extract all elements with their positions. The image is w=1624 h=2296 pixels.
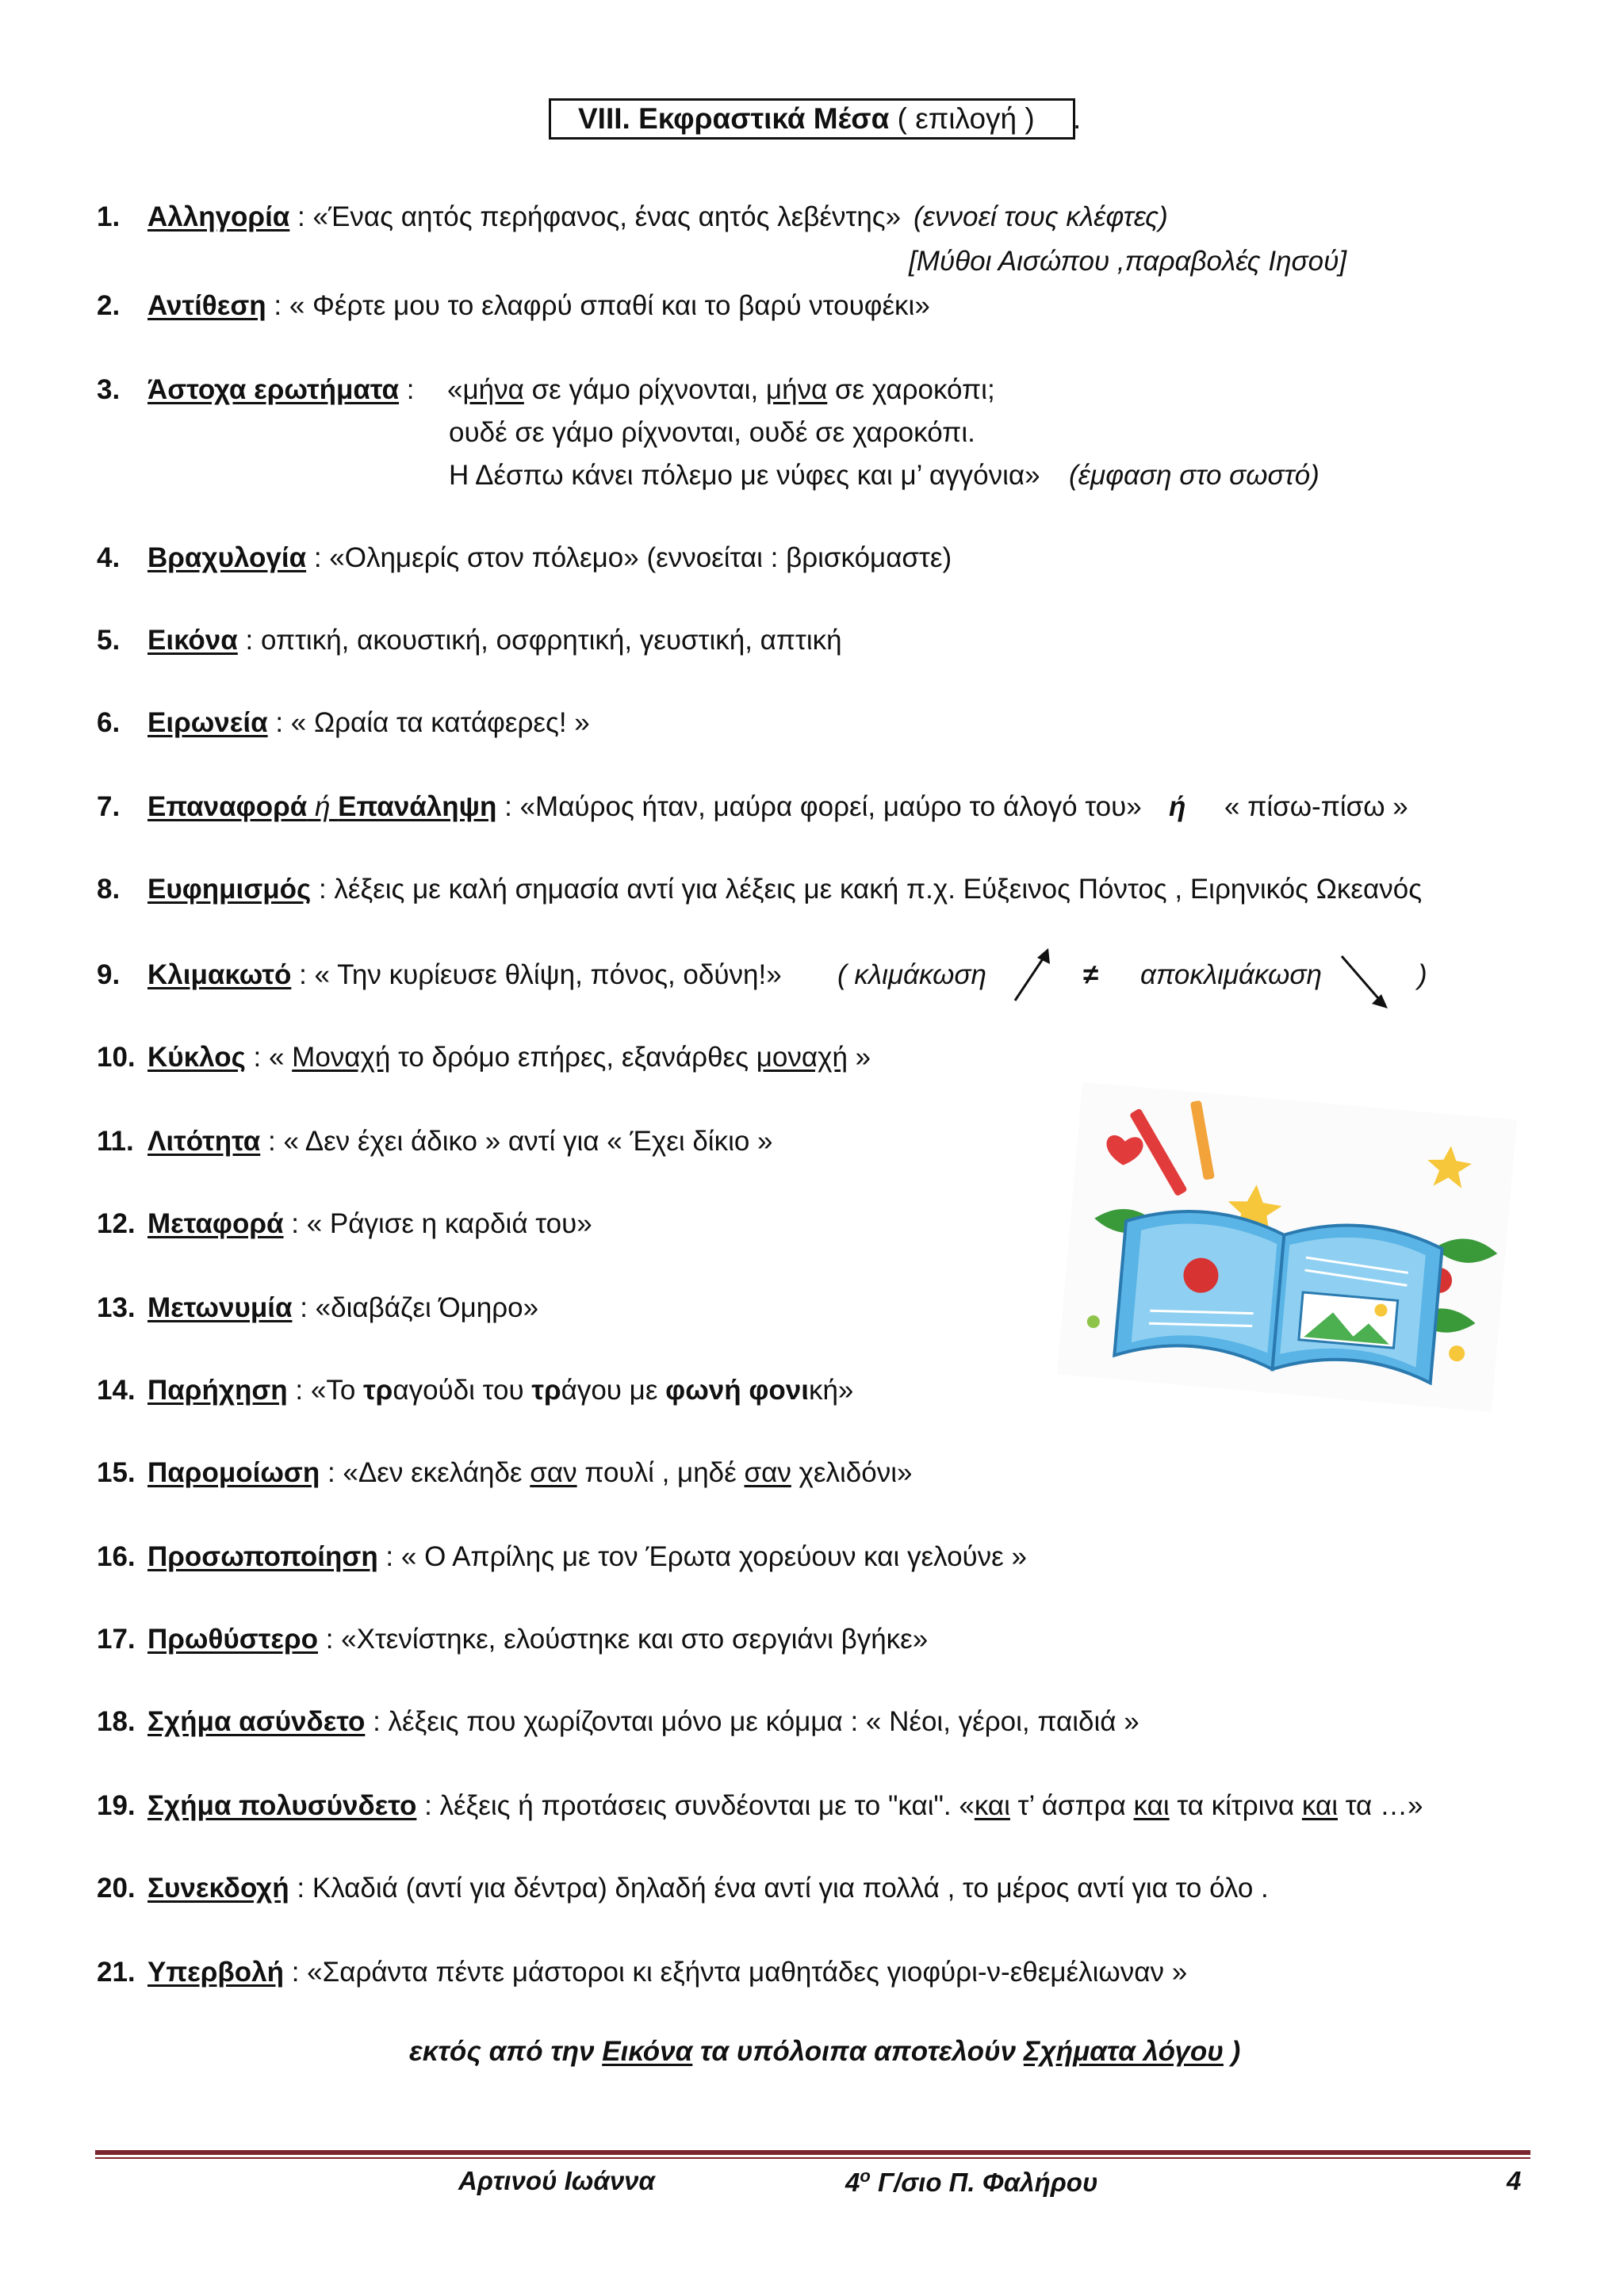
underlined-word: Μοναχή (292, 1042, 391, 1073)
school-name: Γ/σιο Π. Φαλήρου (870, 2168, 1098, 2197)
item-number: 2. (97, 290, 121, 321)
item-term: Πρωθύστερο (147, 1624, 318, 1655)
item-3-line1 (447, 373, 995, 408)
item-number: 20. (97, 1873, 136, 1904)
item-text: : οπτική, ακουστική, οσφρητική, γευστική, απτική (237, 625, 842, 656)
school-superscript: ο (860, 2166, 871, 2186)
item-1-note2: [Μύθοι Αισώπου ,παραβολές Ιησού] (909, 246, 1347, 277)
item-text: : « Ο Απρίλης με τον Έρωτα χορεύουν και γελούνε » (377, 1541, 1027, 1572)
item-number: 21. (97, 1957, 136, 1988)
list-item-14 (97, 1373, 853, 1408)
item-9-neq: ≠ (1083, 959, 1099, 990)
item-9-note-c: ) (1418, 959, 1427, 990)
item-number: 11. (97, 1126, 134, 1157)
item-9-note-a: ( κλιμάκωση (837, 959, 986, 990)
item-term: Λιτότητα (147, 1126, 261, 1157)
footer-rule-thick (95, 2150, 1530, 2155)
footer-author: Αρτινού Ιωάννα (458, 2166, 655, 2195)
list-item-13 (97, 1291, 538, 1326)
bold-fragment: τρ (363, 1375, 393, 1406)
item-text: : «Σαράντα πέντε μάστοροι κι εξήντα μαθητάδες γιοφύρι-ν-εθεμέλιωναν » (284, 1957, 1188, 1988)
item-3-line2: ουδέ σε γάμο ρίχνονται, ουδέ σε χαροκόπι. (449, 417, 975, 448)
item-7-text2: « πίσω-πίσω » (1224, 791, 1408, 822)
section-title (549, 98, 1082, 140)
item-number: 7. (97, 791, 121, 822)
list-item-8 (97, 872, 1422, 907)
open-book-illustration (1057, 1082, 1517, 1413)
text-fragment: ) (1223, 2036, 1241, 2067)
list-item-5 (97, 623, 842, 658)
item-term: Κύκλος (147, 1042, 246, 1073)
item-number: 15. (97, 1457, 136, 1488)
item-number: 16. (97, 1541, 136, 1572)
item-term: Αντίθεση (147, 290, 266, 321)
item-text: : λέξεις με καλή σημασία αντί για λέξεις με κακή π.χ. Εύξεινος Πόντος , Ειρηνικός Ωκεανός (311, 874, 1423, 905)
text-fragment: « (447, 374, 463, 405)
list-item-2 (97, 289, 930, 323)
list-item-3 (97, 373, 415, 408)
closing-note (409, 2034, 1240, 2069)
underlined-word: Εικόνα (602, 2036, 693, 2067)
item-term: Συνεκδοχή (147, 1873, 289, 1904)
text-fragment: άγου με (561, 1375, 666, 1406)
text-fragment: σε γάμο ρίχνονται, (523, 374, 766, 405)
item-term: Ειρωνεία (147, 707, 268, 738)
item-term: Μετωνυμία (147, 1292, 293, 1323)
underlined-word: μοναχή (756, 1042, 848, 1073)
item-number: 19. (97, 1790, 136, 1821)
item-number: 9. (97, 959, 121, 990)
list-item-21 (97, 1955, 1187, 1990)
item-number: 3. (97, 374, 121, 405)
list-item-19 (97, 1789, 1423, 1823)
item-term: Βραχυλογία (147, 542, 307, 573)
item-text: : «Ολημερίς στον πόλεμο» (εννοείται : βρισκόμαστε) (306, 542, 952, 573)
text-fragment: : «Δεν εκελάηδε (320, 1457, 530, 1488)
item-number: 18. (97, 1706, 136, 1737)
item-number: 13. (97, 1292, 136, 1323)
list-item-1 (97, 200, 901, 235)
text-fragment: τα κίτρινα (1169, 1790, 1302, 1821)
text-fragment: κή» (808, 1375, 854, 1406)
text-fragment: τα υπόλοιπα αποτελούν (692, 2036, 1024, 2067)
text-fragment: εκτός από την (409, 2036, 603, 2067)
text-fragment: σε χαροκόπι; (827, 374, 995, 405)
item-number: 6. (97, 707, 121, 738)
item-term: Σχήμα ασύνδετο (147, 1706, 366, 1737)
text-fragment: χελιδόνι» (791, 1457, 913, 1488)
school-number: 4 (845, 2168, 860, 2197)
item-number: 14. (97, 1375, 136, 1406)
list-item-10 (97, 1040, 871, 1075)
footer-school (845, 2166, 1097, 2198)
item-term: Παρομοίωση (147, 1457, 320, 1488)
text-fragment: : «Το (287, 1375, 364, 1406)
footer-rule-thin (95, 2157, 1530, 2159)
list-item-20 (97, 1871, 1269, 1906)
item-term: Μεταφορά (147, 1208, 284, 1239)
item-3-note: (έμφαση στο σωστό) (1069, 460, 1320, 491)
section-title-dot: . (1073, 102, 1082, 135)
list-item-11 (97, 1124, 773, 1159)
item-term: Εικόνα (147, 625, 238, 656)
text-fragment: τα …» (1338, 1790, 1423, 1821)
item-term: Προσωποποίηση (147, 1541, 378, 1572)
list-item-12 (97, 1207, 592, 1242)
item-text: : (399, 374, 415, 405)
underlined-word: μήνα (462, 374, 524, 405)
item-term: Αλληγορία (147, 201, 290, 232)
item-term: Ευφημισμός (147, 874, 312, 905)
list-item-6 (97, 706, 590, 740)
item-number: 1. (97, 201, 121, 232)
item-term: Υπερβολή (147, 1957, 284, 1988)
item-7-or: ή (1169, 791, 1186, 822)
list-item-18 (97, 1705, 1139, 1739)
text-fragment: αγούδι του (393, 1375, 532, 1406)
item-text: : λέξεις που χωρίζονται μόνο με κόμμα : « Νέοι, γέροι, παιδιά » (365, 1706, 1139, 1737)
text-fragment: : λέξεις ή προτάσεις συνδέονται με το "και". « (416, 1790, 975, 1821)
item-1-note: (εννοεί τους κλέφτες) (914, 201, 1168, 232)
list-item-16 (97, 1540, 1027, 1575)
text-fragment: πουλί , μηδέ (576, 1457, 745, 1488)
text-fragment: το δρόμο επήρες, εξανάρθες (390, 1042, 756, 1073)
list-item-7 (97, 790, 1142, 825)
item-number: 8. (97, 874, 121, 905)
list-item-4 (97, 541, 952, 576)
list-item-15 (97, 1456, 913, 1490)
arrow-up-icon (1009, 943, 1056, 1007)
page-number: 4 (1507, 2166, 1522, 2195)
arrow-down-icon (1337, 951, 1392, 1012)
item-text: : « Ωραία τα κατάφερες! » (267, 707, 590, 738)
item-term: Άστοχα ερωτήματα (147, 374, 400, 405)
underlined-word: και (974, 1790, 1010, 1821)
item-text: : Κλαδιά (αντί για δέντρα) δηλαδή ένα αντί για πολλά , το μέρος αντί για το όλο . (289, 1873, 1269, 1904)
item-text: : «Ένας αητός περήφανος, ένας αητός λεβέντης» (289, 201, 902, 232)
text-fragment: : « (245, 1042, 293, 1073)
text-fragment: τ’ άσπρα (1009, 1790, 1134, 1821)
bold-fragment: φωνή φονι (665, 1375, 809, 1406)
item-number: 17. (97, 1624, 136, 1655)
item-or: ή (307, 791, 339, 822)
item-term: Επαναφορά (147, 791, 308, 822)
item-number: 10. (97, 1042, 136, 1073)
text-fragment: » (847, 1042, 871, 1073)
underlined-word: μήνα (765, 374, 828, 405)
item-term: Παρήχηση (147, 1375, 288, 1406)
item-3-line3: Η Δέσπω κάνει πόλεμο με νύφες και μ’ αγγόνια» (449, 460, 1040, 491)
list-item-9 (97, 958, 782, 993)
section-title-sub: ( επιλογή ) (889, 102, 1035, 135)
underlined-word: σαν (744, 1457, 791, 1488)
bold-fragment: τρ (531, 1375, 561, 1406)
item-text: : « Φέρτε μου το ελαφρύ σπαθί και το βαρύ ντουφέκι» (266, 290, 930, 321)
item-text: : « Ράγισε η καρδιά του» (283, 1208, 592, 1239)
list-item-17 (97, 1622, 928, 1657)
item-term-2: Επανάληψη (338, 791, 497, 822)
item-text: : «διαβάζει Όμηρο» (292, 1292, 539, 1323)
item-text: : « Δεν έχει άδικο » αντί για « Έχει δίκιο » (260, 1126, 773, 1157)
item-text: : «Μαύρος ήταν, μαύρα φορεί, μαύρο το άλογό του» (496, 791, 1142, 822)
item-number: 12. (97, 1208, 136, 1239)
item-term: Σχήμα πολυσύνδετο (147, 1790, 417, 1821)
item-text: : «Χτενίστηκε, ελούστηκε και στο σεργιάνι βγήκε» (318, 1624, 929, 1655)
item-number: 5. (97, 625, 121, 656)
section-title-main: VIII. Εκφραστικά Μέσα (578, 102, 890, 135)
item-9-note-b: αποκλιμάκωση (1140, 959, 1322, 990)
underlined-word: Σχήματα λόγου (1023, 2036, 1224, 2067)
underlined-word: σαν (530, 1457, 577, 1488)
item-number: 4. (97, 542, 121, 573)
item-term: Κλιμακωτό (147, 959, 292, 990)
underlined-word: και (1301, 1790, 1338, 1821)
underlined-word: και (1133, 1790, 1170, 1821)
item-text: : « Την κυρίευσε θλίψη, πόνος, οδύνη!» (291, 959, 782, 990)
